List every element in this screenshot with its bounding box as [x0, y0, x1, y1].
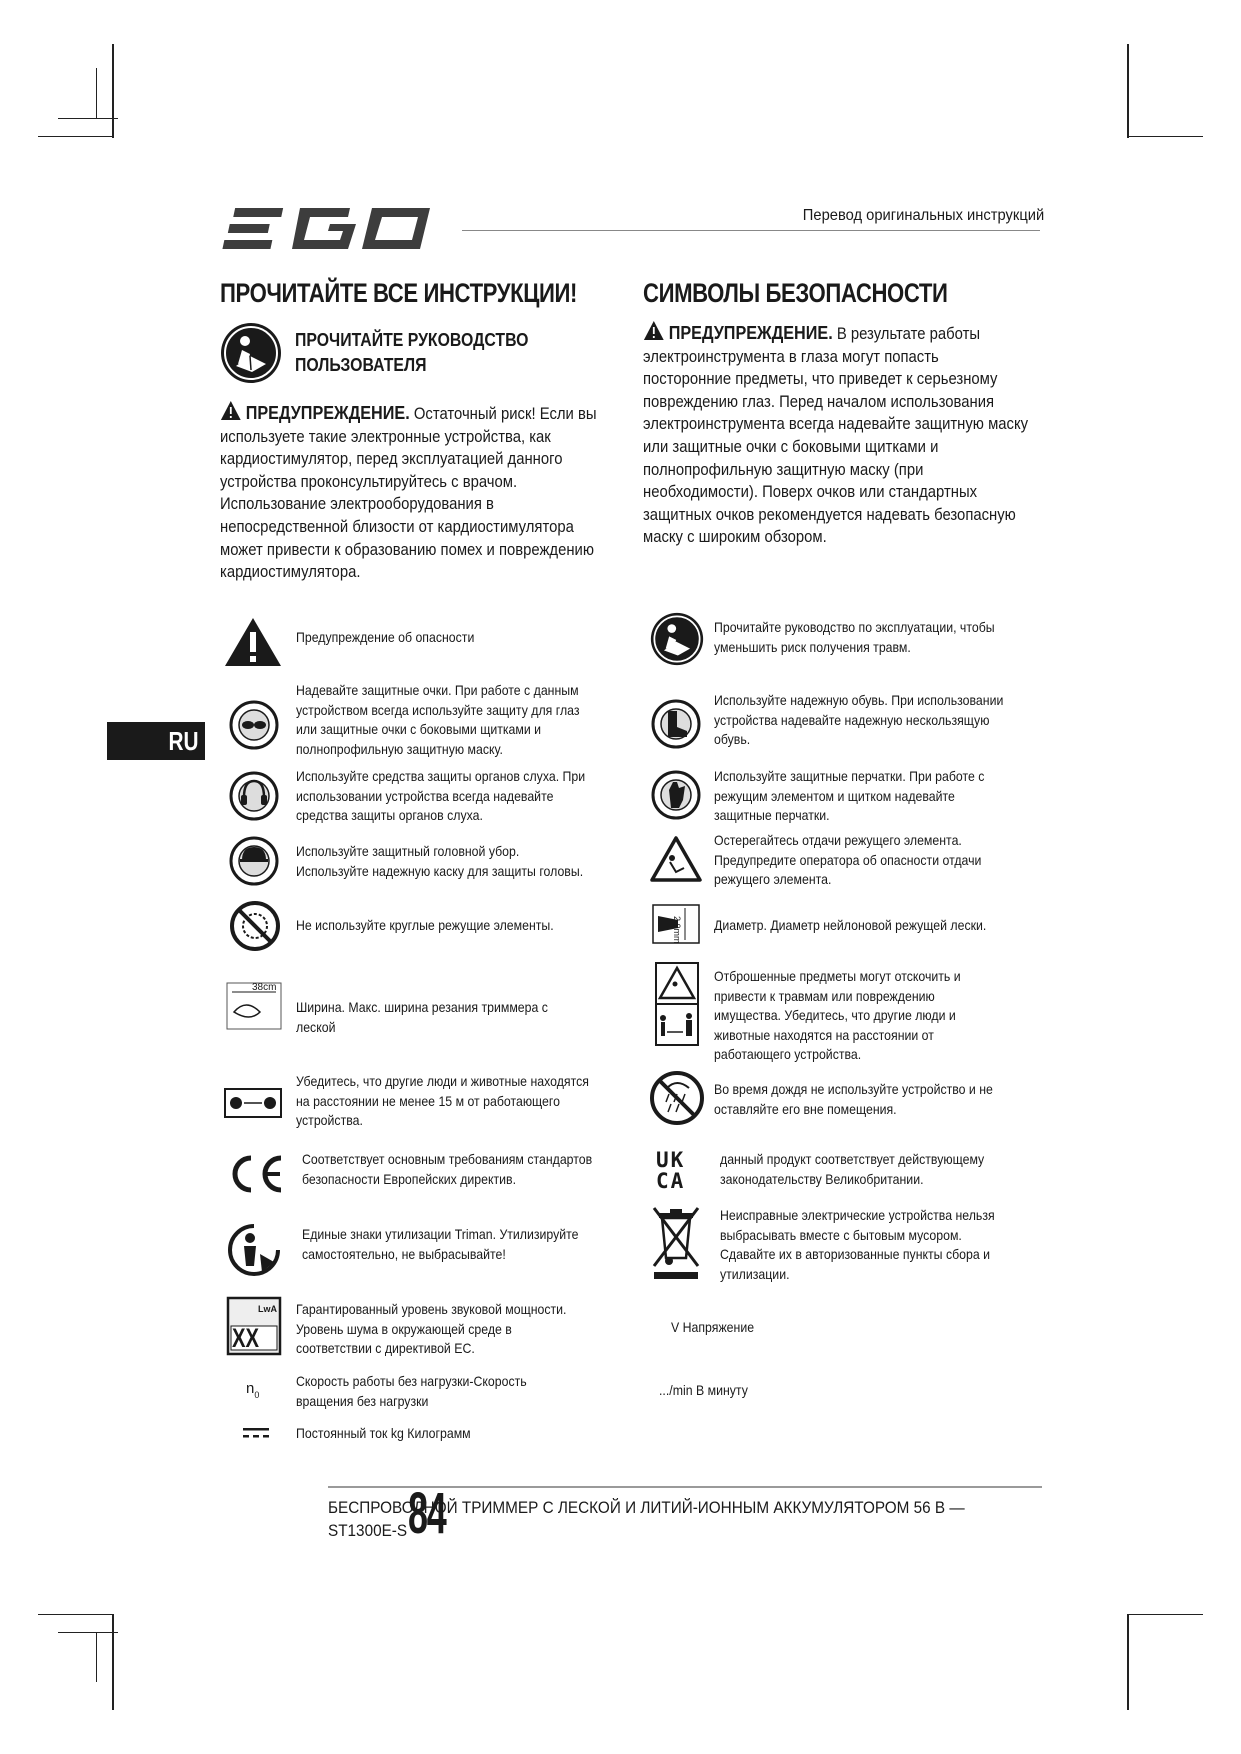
- no-load-speed-sub: 0: [254, 1390, 260, 1400]
- no-load-speed-icon: [246, 1380, 266, 1402]
- crop-mark: [1127, 136, 1203, 137]
- header-rule: [462, 230, 1040, 231]
- left-warning-label: ПРЕДУПРЕЖДЕНИЕ.: [245, 403, 410, 423]
- symbol-text: .../min В минуту: [659, 1382, 748, 1398]
- warning-triangle-icon: [643, 320, 665, 341]
- symbol-text: Убедитесь, что другие люди и животные находятся на расстоянии не менее 15 м от работающего устройства.: [296, 1073, 589, 1128]
- ukca-mark-label: UK CA: [656, 1148, 686, 1193]
- crop-mark: [96, 68, 97, 118]
- symbol-text: Используйте средства защиты органов слуха. При использовании устройства всегда надевайте средства защиты органов слуха.: [296, 768, 586, 823]
- symbol-text: Используйте надежную обувь. При использовании устройства надевайте надежную нескользящую обувь.: [714, 692, 1004, 747]
- symbol-text: Прочитайте руководство по эксплуатации, чтобы уменьшить риск получения травм.: [714, 619, 995, 655]
- no-rain-icon: [649, 1070, 705, 1126]
- symbol-text: Единые знаки утилизации Triman. Утилизируйте самостоятельно, не выбрасывайте!: [302, 1226, 579, 1262]
- page-number: 84: [408, 1481, 446, 1546]
- direct-current-icon: [242, 1426, 270, 1440]
- sound-power-label: XX: [232, 1323, 260, 1353]
- read-manual-icon: [220, 322, 282, 384]
- symbol-text: Неисправные электрические устройства нельзя выбрасывать вместе с бытовым мусором. Сдавайте их в авторизованные пункты сбора и утилизации.: [720, 1207, 995, 1282]
- sound-power-sub: LwA: [258, 1304, 277, 1314]
- read-manual-icon: [650, 612, 704, 666]
- ego-logo: [222, 204, 442, 254]
- gloves-icon: [651, 770, 701, 820]
- symbol-text: Гарантированный уровень звуковой мощности. Уровень шума в окружающей среде в соответствии с директивой ЕС.: [296, 1301, 567, 1356]
- left-warning-text: Остаточный риск! Если вы используете такие электронные устройства, как кардиостимулятор, перед эксплуатацией данного устройства проконсультируйтесь с врачом. Использование электрооборудования в непосредственной близости от кардиостимулятора может привести к образованию помех и повреждению кардиостимулятора.: [220, 405, 597, 582]
- thrown-objects-icon: [655, 962, 699, 1046]
- manual-label: ПРОЧИТАЙТЕ РУКОВОДСТВО ПОЛЬЗОВАТЕЛЯ: [295, 330, 529, 375]
- right-warning-text: В результате работы электроинструмента в глаза могут попасть посторонние предметы, что приведет к серьезному повреждению глаз. Перед началом использования электроинструмента всегда надевайте защитную маску или защитные очки с боковыми щитками и полнопрофильную защитную маску (при необходимости). Поверх очков или стандартных защитных очков рекомендуется надевать безопасную маску с широким обзором.: [643, 325, 1029, 547]
- crop-mark: [1127, 1614, 1203, 1615]
- symbol-text: Используйте защитные перчатки. При работе с режущим элементом и щитком надевайте защитные перчатки.: [714, 768, 985, 823]
- symbol-text: Остерегайтесь отдачи режущего элемента. Предупредите оператора об опасности отдачи режущего элемента.: [714, 832, 982, 887]
- weee-bin-icon: [650, 1204, 702, 1280]
- crop-mark: [96, 1632, 97, 1682]
- line-diameter-label: 2.0mm: [672, 916, 682, 944]
- safety-glasses-icon: [229, 700, 279, 750]
- helmet-icon: [229, 836, 279, 886]
- language-tab: [107, 722, 205, 760]
- left-title: ПРОЧИТАЙТЕ ВСЕ ИНСТРУКЦИИ!: [220, 278, 577, 308]
- footer-product-text: БЕСПРОВОДНОЙ ТРИММЕР С ЛЕСКОЙ И ЛИТИЙ-ИОННЫМ АККУМУЛЯТОРОМ 56 В —: [328, 1498, 965, 1517]
- triman-recycle-icon: [226, 1222, 284, 1278]
- footer-model: ST1300E-S: [328, 1521, 408, 1540]
- warning-triangle-icon: [220, 400, 242, 421]
- symbol-text: Ширина. Макс. ширина резания триммера с леской: [296, 999, 548, 1035]
- crop-mark: [1127, 1614, 1129, 1710]
- symbol-text: Диаметр. Диаметр нейлоновой режущей лески.: [714, 917, 987, 933]
- right-warning-label: ПРЕДУПРЕЖДЕНИЕ.: [668, 323, 833, 343]
- cutting-width-label: 38cm: [252, 982, 277, 993]
- left-warning: [220, 400, 607, 584]
- no-load-speed-label: n: [246, 1380, 255, 1397]
- symbol-text: Отброшенные предметы могут отскочить и привести к травмам или повреждению имущества. Убедитесь, что другие люди и животные находятся на расстоянии от работающего устройства.: [714, 968, 961, 1062]
- crop-mark: [38, 136, 114, 137]
- symbol-text: Используйте защитный головной убор. Используйте надежную каску для защиты головы.: [296, 843, 584, 879]
- crop-mark: [112, 44, 114, 138]
- symbol-text: Постоянный ток kg Килограмм: [296, 1425, 471, 1441]
- symbol-text: Скорость работы без нагрузки-Скорость вращения без нагрузки: [296, 1373, 527, 1409]
- ear-protection-icon: [229, 771, 279, 821]
- crop-mark: [112, 1614, 114, 1710]
- symbol-text: Надевайте защитные очки. При работе с данным устройством всегда используйте защиту для глаз или защитные очки с боковыми щитками и полнопрофильную защитную маску.: [296, 682, 580, 757]
- crop-mark: [38, 1614, 114, 1615]
- header-subtitle: Перевод оригинальных инструкций: [802, 207, 1045, 224]
- symbol-text: Не используйте круглые режущие элементы.: [296, 917, 554, 933]
- crop-mark: [58, 118, 118, 119]
- ukca-mark-icon: [656, 1150, 700, 1196]
- symbol-text: данный продукт соответствует действующему законодательству Великобритании.: [720, 1151, 985, 1187]
- crop-mark: [58, 1632, 118, 1633]
- safety-boots-icon: [651, 699, 701, 749]
- symbol-text: Во время дождя не используйте устройство и не оставляйте его вне помещения.: [714, 1081, 993, 1117]
- symbol-text: Соответствует основным требованиям стандартов безопасности Европейских директив.: [302, 1151, 593, 1187]
- warning-triangle-icon: [224, 616, 282, 668]
- right-title: СИМВОЛЫ БЕЗОПАСНОСТИ: [643, 278, 948, 308]
- crop-mark: [1127, 44, 1129, 138]
- kickback-warning-icon: [650, 836, 702, 882]
- right-warning: [643, 320, 1028, 549]
- no-circular-blade-icon: [229, 900, 281, 952]
- language-tab-label: RU: [168, 726, 199, 756]
- ce-mark-icon: [226, 1152, 286, 1196]
- symbol-text: Предупреждение об опасности: [296, 629, 475, 645]
- distance-15m-icon: [224, 1088, 282, 1118]
- symbol-text: V Напряжение: [671, 1319, 755, 1335]
